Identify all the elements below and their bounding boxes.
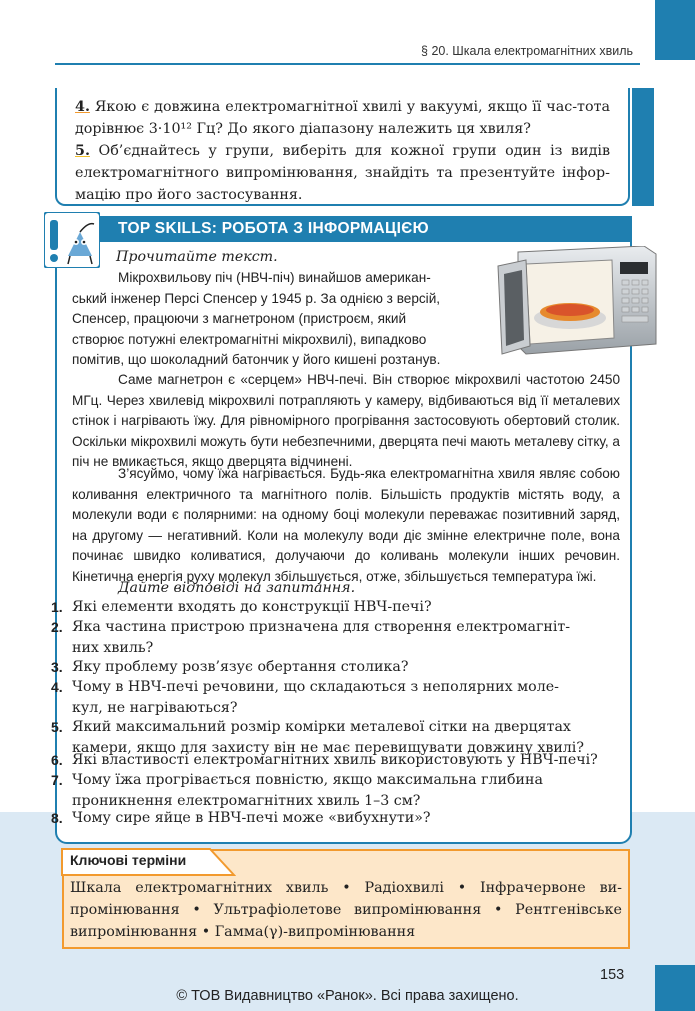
skills-question [51, 677, 620, 718]
question-line: Які елементи входять до конструкції НВЧ-печі? [72, 599, 432, 615]
read-prompt: Прочитайте текст. [116, 249, 278, 265]
paragraph-1-line: ський інженер Персі Спенсер у 1945 р. За однією з версій, [72, 290, 441, 306]
key-terms-title: Ключові терміни [70, 852, 187, 868]
skills-question [51, 808, 620, 829]
paragraph-1-line: Спенсер, працюючи з магнетроном (пристроєм, який [72, 311, 407, 326]
skills-question [51, 770, 620, 811]
key-terms-text: Шкала електромагнітних хвиль • Радіохвилі • Інфрачервоне ви-промінювання • Ультрафіолетове випромінювання • Рентгенівське випромінювання • Гамма(γ)-випромінювання [70, 880, 622, 940]
side-tab-top [655, 0, 695, 60]
paragraph-1-line: створює потужні електромагнітні мікрохвилі), випадково [72, 331, 427, 347]
paragraph-3: З’ясуймо, чому їжа нагрівається. Будь-яка електромагнітна хвиля являє собою коливання електричного та магнітного полів. Більшість продуктів містять воду, а молекули води є полярними: на одному боці молекули переважає позитивний заряд, на другому — негативний. Коли на молекулу води діє змінне електричне поле, вона починає швидко коливатися, долучаючи до коливань молекули інших речовин. Кінетична енергія руху молекул збільшується, отже, збільшується температура їжі. [72, 466, 620, 584]
questions-box-tab [632, 88, 672, 206]
question-line: Чому в НВЧ-печі речовини, що складаються з неполярних моле- [72, 679, 559, 695]
question-number: 2. [51, 619, 63, 635]
question-number: 3. [51, 659, 63, 675]
question-line: Яку проблему розв’язує обертання столика? [72, 659, 409, 675]
copyright-notice: © ТОВ Видавництво «Ранок». Всі права захищено. [176, 988, 519, 1004]
question-number: 4. [75, 99, 90, 115]
question-number: 8. [51, 810, 63, 826]
question-line: Яка частина пристрою призначена для створення електромагніт- [72, 619, 571, 635]
running-header-title: § 20. Шкала електромагнітних хвиль [421, 44, 633, 58]
question-line: Який максимальний розмір комірки металевої сітки на дверцятах [72, 719, 571, 735]
question-5 [75, 140, 610, 206]
exclamation-character-icon [44, 212, 100, 268]
question-number: 4. [51, 679, 63, 695]
question-line: камери, якщо для захисту він не має перевищувати довжину хвилі? [72, 739, 584, 756]
paragraph-1-line: Мікрохвильову піч (НВЧ-піч) винайшов американ- [118, 270, 431, 285]
question-text: Якою є довжина електромагнітної хвилі у вакуумі, якщо її час-тота дорівнює 3·10¹² Гц? До якого діапазону належить ця хвиля? [75, 99, 611, 137]
question-number: 6. [51, 752, 63, 768]
question-number: 5. [75, 143, 90, 159]
skills-question [51, 657, 620, 678]
skills-question [51, 750, 620, 771]
top-skills-title: TOP SKILLS: РОБОТА З ІНФОРМАЦІЄЮ [118, 220, 429, 237]
question-line: Які властивості електромагнітних хвиль використовують у НВЧ-печі? [72, 752, 598, 768]
paragraph-2: Саме магнетрон є «серцем» НВЧ-печі. Він створює мікрохвилі частотою 2450 МГц. Через хвилевід мікрохвилі потрапляють у камеру, відбиваються від її металевих стінок і нагрівають їжу. Для рівномірного прогрівання застосовують обертовий столик. Оскільки мікрохвилі можуть бути небезпечними, дверцята печі мають металеву сітку, а піч не вмикається, якщо дверцята відчинені. [72, 372, 620, 469]
question-number: 7. [51, 772, 63, 788]
question-line: кул, не нагріваються? [72, 699, 238, 716]
question-text: Об’єднайтесь у групи, виберіть для кожної групи один із видів електромагнітного випромінювання, знайдіть та презентуйте інфор-мацію про його застосування. [75, 143, 610, 203]
question-line: Чому сире яйце в НВЧ-печі може «вибухнути»? [72, 810, 431, 826]
question-number: 5. [51, 719, 63, 735]
question-number: 1. [51, 599, 63, 615]
paragraph-1 [72, 268, 492, 371]
page-number: 153 [600, 967, 625, 983]
question-line: проникнення електромагнітних хвиль 1–3 см? [72, 792, 421, 809]
skills-question [51, 597, 620, 618]
header-rule [55, 63, 640, 65]
skills-question [51, 617, 620, 658]
question-line: Чому їжа прогрівається повністю, якщо максимальна глибина [72, 772, 543, 788]
question-line: них хвиль? [72, 639, 154, 656]
microwave-photo [496, 246, 658, 358]
answer-prompt: Дайте відповіді на запитання. [118, 580, 356, 596]
question-4 [75, 96, 610, 140]
questions-box [55, 88, 630, 206]
paragraph-1-line: помітив, що шоколадний батончик у його кишені розтанув. [72, 352, 441, 367]
